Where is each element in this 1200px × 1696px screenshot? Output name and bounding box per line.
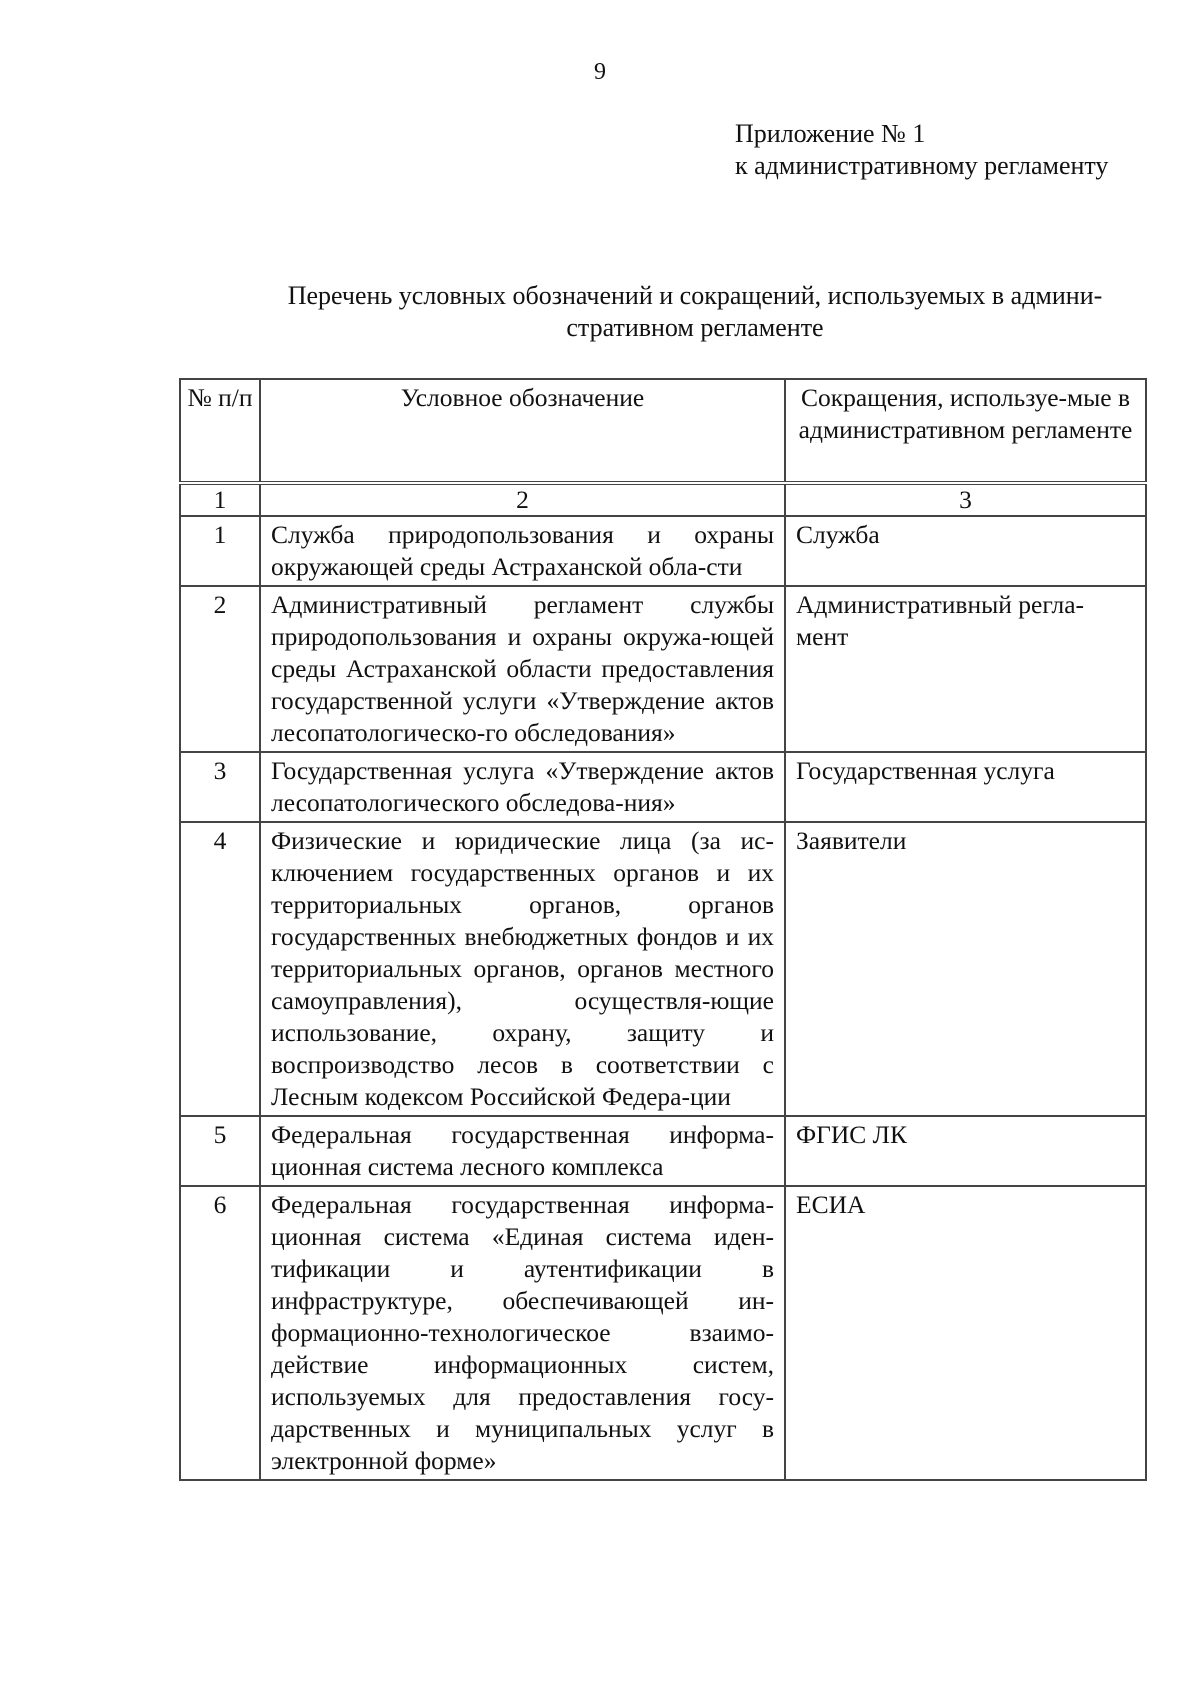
row-num: 1 [180, 516, 260, 586]
document-title [240, 280, 1150, 344]
column-number-1: 1 [180, 483, 260, 516]
row-term: Физические и юридические лица (за ис-ключением государственных органов и их территориальных органов, органов государственных внебюджетных фондов и их территориальных органов, органов местного самоуправления), осуществля-ющие использование, охрану, защиту и воспроизводство лесов в соответствии с Лесным кодексом Российской Федера-ции [260, 822, 785, 1116]
table-row [180, 586, 1146, 752]
table-row [180, 516, 1146, 586]
appendix-line-1: Приложение № 1 [735, 119, 926, 148]
row-num: 6 [180, 1186, 260, 1480]
row-abbr: Административный регла-мент [785, 586, 1146, 752]
table-row [180, 1186, 1146, 1480]
document-title-line-2: стративном регламенте [566, 313, 824, 342]
row-term: Административный регламент службы природопользования и охраны окружа-ющей среды Астраханской области предоставления государственной услуги «Утверждение актов лесопатологическо-го обследования» [260, 586, 785, 752]
document-title-line-1: Перечень условных обозначений и сокращений, используемых в админи- [287, 281, 1103, 310]
page-number: 9 [594, 59, 606, 85]
row-num: 3 [180, 752, 260, 822]
row-num: 4 [180, 822, 260, 1116]
row-abbr: Заявители [785, 822, 1146, 1116]
column-number-2: 2 [260, 483, 785, 516]
row-term: Федеральная государственная информа-ционная система «Единая система иден-тификации и аутентификации в инфраструктуре, обеспечивающей ин-формационно-технологическое взаимо-действие информационных систем, используемых для предоставления госу-дарственных и муниципальных услуг в электронной форме» [260, 1186, 785, 1480]
table-row [180, 1116, 1146, 1186]
appendix-line-2: к административному регламенту [735, 151, 1109, 180]
abbreviations-table [179, 378, 1147, 1481]
header-abbr: Сокращения, используе-мые в административном регламенте [785, 379, 1146, 483]
table-header-row [180, 379, 1146, 483]
row-term: Федеральная государственная информа-ционная система лесного комплекса [260, 1116, 785, 1186]
column-number-3: 3 [785, 483, 1146, 516]
table-row [180, 752, 1146, 822]
row-term: Государственная услуга «Утверждение актов лесопатологического обследова-ния» [260, 752, 785, 822]
header-term: Условное обозначение [260, 379, 785, 483]
row-abbr: ЕСИА [785, 1186, 1146, 1480]
column-number-row [180, 483, 1146, 516]
table-row [180, 822, 1146, 1116]
row-num: 2 [180, 586, 260, 752]
row-abbr: Служба [785, 516, 1146, 586]
header-num: № п/п [180, 379, 260, 483]
row-abbr: Государственная услуга [785, 752, 1146, 822]
row-abbr: ФГИС ЛК [785, 1116, 1146, 1186]
row-num: 5 [180, 1116, 260, 1186]
appendix-caption [735, 118, 1108, 182]
row-term: Служба природопользования и охраны окружающей среды Астраханской обла-сти [260, 516, 785, 586]
